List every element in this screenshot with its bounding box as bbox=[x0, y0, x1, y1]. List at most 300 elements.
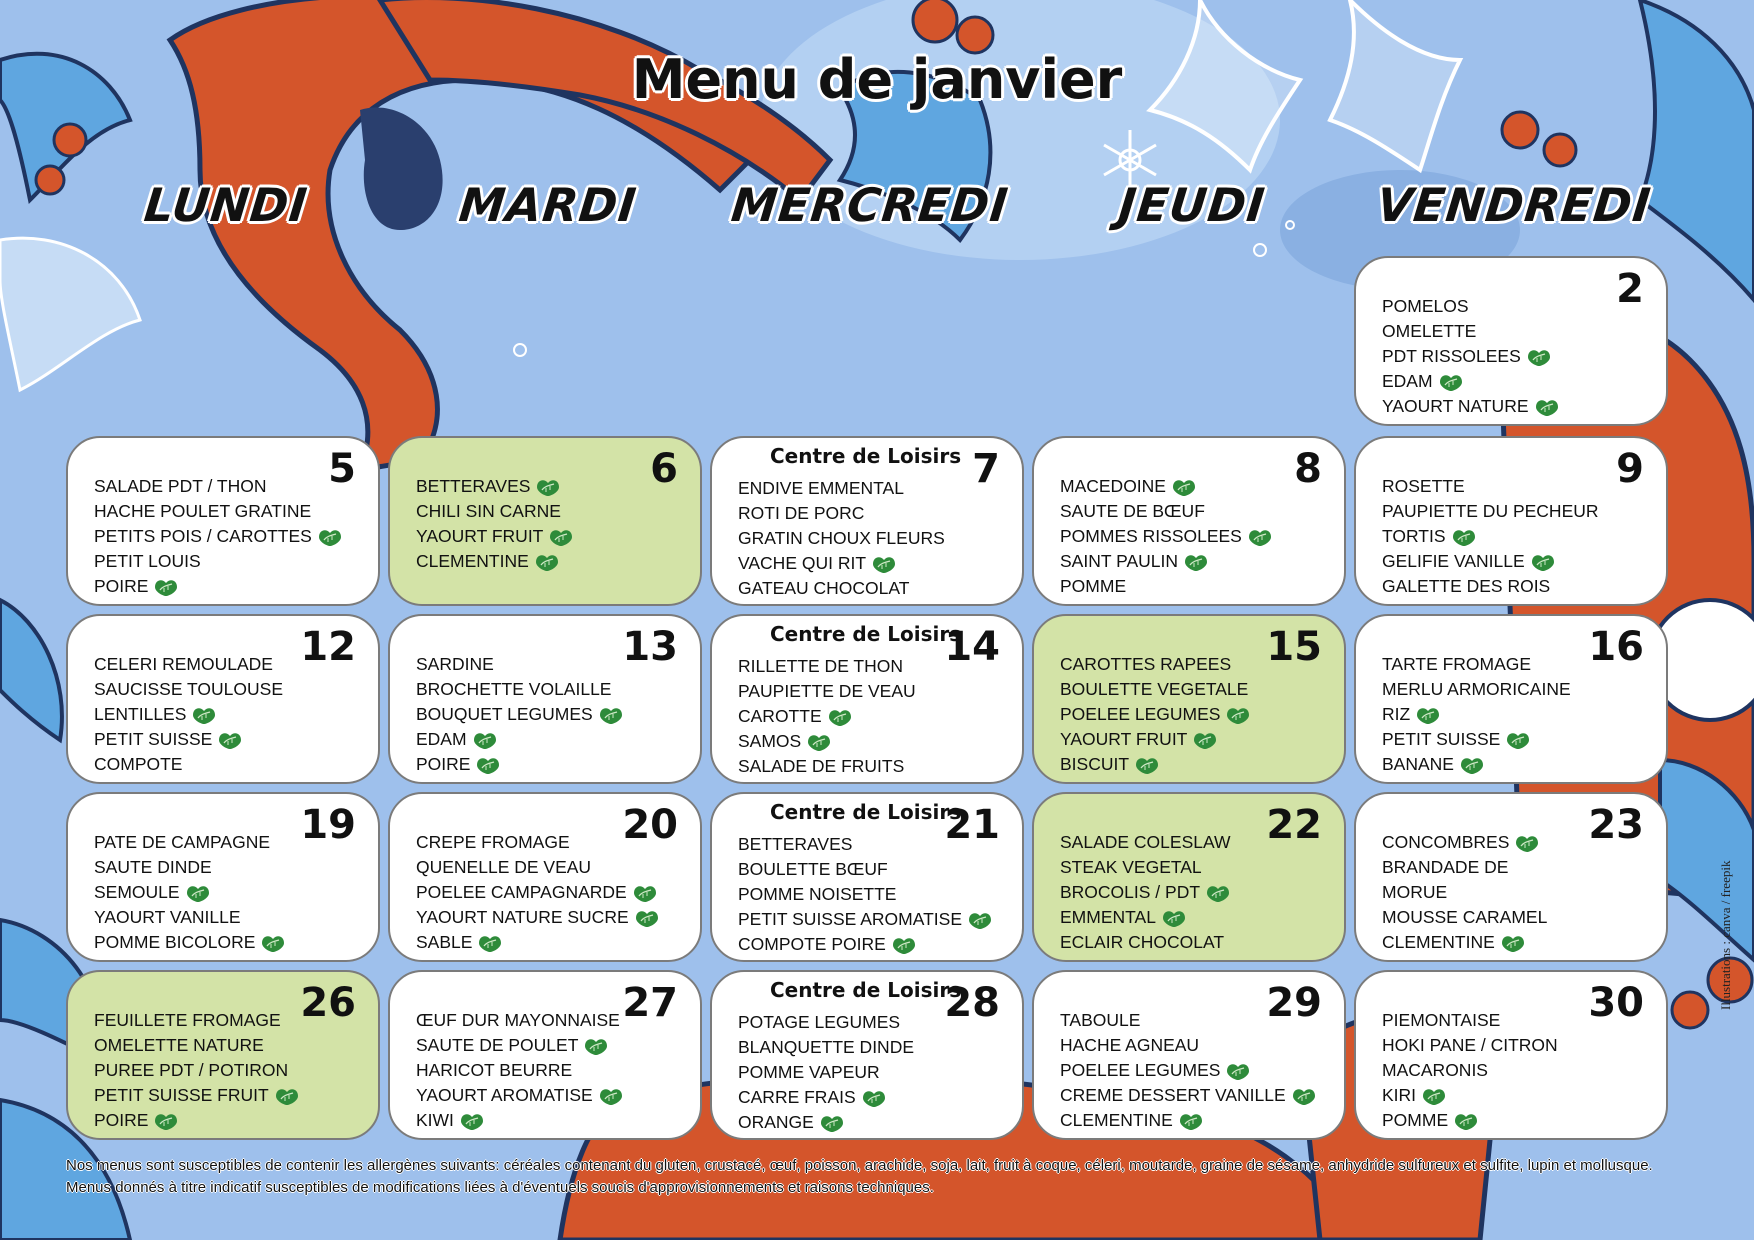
menu-item bbox=[94, 752, 283, 777]
menu-item bbox=[94, 474, 343, 499]
menu-item bbox=[1382, 344, 1560, 369]
day-number: 12 bbox=[300, 624, 356, 670]
menu-item bbox=[416, 727, 624, 752]
menu-item bbox=[1382, 574, 1599, 599]
menu-item-label: PDT RISSOLEES bbox=[1382, 346, 1521, 366]
menu-item-label: EMMENTAL bbox=[1060, 907, 1156, 927]
menu-item-label: PETIT LOUIS bbox=[94, 551, 201, 571]
menu-item bbox=[1382, 499, 1599, 524]
menu-item-label: POELEE LEGUMES bbox=[1060, 1060, 1221, 1080]
day-number: 26 bbox=[300, 980, 356, 1026]
organic-leaf-icon bbox=[1225, 705, 1251, 725]
menu-item-label: BETTERAVES bbox=[738, 834, 853, 854]
menu-item bbox=[1382, 830, 1547, 855]
menu-item-label: ENDIVE EMMENTAL bbox=[738, 478, 904, 498]
menu-item bbox=[94, 1083, 300, 1108]
centre-de-loisirs-label: Centre de Loisirs bbox=[770, 800, 962, 824]
menu-item bbox=[1060, 474, 1273, 499]
organic-leaf-icon bbox=[153, 577, 179, 597]
menu-item-label: BROCHETTE VOLAILLE bbox=[416, 679, 612, 699]
menu-item bbox=[94, 930, 286, 955]
menu-item bbox=[1060, 524, 1273, 549]
menu-item-label: PETIT SUISSE bbox=[1382, 729, 1501, 749]
menu-item-label: POELEE LEGUMES bbox=[1060, 704, 1221, 724]
centre-de-loisirs-label: Centre de Loisirs bbox=[770, 444, 962, 468]
day-number: 23 bbox=[1588, 802, 1644, 848]
day-cell-28 bbox=[710, 970, 1024, 1140]
menu-item bbox=[738, 476, 945, 501]
menu-item bbox=[1382, 294, 1560, 319]
organic-leaf-icon bbox=[1178, 1111, 1204, 1131]
organic-leaf-icon bbox=[217, 730, 243, 750]
menu-item-label: BETTERAVES bbox=[416, 476, 531, 496]
day-number: 29 bbox=[1266, 980, 1322, 1026]
menu-item-label: CAROTTES RAPEES bbox=[1060, 654, 1232, 674]
menu-item-label: HACHE AGNEAU bbox=[1060, 1035, 1200, 1055]
menu-item bbox=[416, 855, 660, 880]
menu-item-label: EDAM bbox=[1382, 371, 1433, 391]
day-number: 20 bbox=[622, 802, 678, 848]
day-number: 19 bbox=[300, 802, 356, 848]
day-cell-9 bbox=[1354, 436, 1668, 606]
menu-item-label: PETIT SUISSE AROMATISE bbox=[738, 909, 962, 929]
menu-item-label: RIZ bbox=[1382, 704, 1411, 724]
menu-item bbox=[94, 830, 286, 855]
menu-item bbox=[94, 524, 343, 549]
menu-item-label: PAUPIETTE DU PECHEUR bbox=[1382, 501, 1599, 521]
menu-item bbox=[1060, 499, 1273, 524]
menu-item bbox=[416, 474, 574, 499]
menu-item-label: CLEMENTINE bbox=[416, 551, 529, 571]
organic-leaf-icon bbox=[871, 554, 897, 574]
menu-item-list bbox=[1382, 474, 1599, 599]
menu-item bbox=[1060, 1108, 1317, 1133]
organic-leaf-icon bbox=[1161, 908, 1187, 928]
menu-item bbox=[416, 930, 660, 955]
menu-item-label: CAROTTE bbox=[738, 706, 822, 726]
menu-item-label: HARICOT BEURRE bbox=[416, 1060, 573, 1080]
menu-item-label: POELEE CAMPAGNARDE bbox=[416, 882, 627, 902]
day-cell-6 bbox=[388, 436, 702, 606]
menu-item bbox=[1060, 549, 1273, 574]
menu-item bbox=[416, 702, 624, 727]
menu-item bbox=[1382, 677, 1571, 702]
day-cell-8 bbox=[1032, 436, 1346, 606]
menu-item bbox=[1060, 752, 1251, 777]
menu-item bbox=[94, 499, 343, 524]
menu-item-label: YAOURT VANILLE bbox=[94, 907, 241, 927]
menu-item bbox=[738, 832, 993, 857]
day-cell-15 bbox=[1032, 614, 1346, 784]
menu-item bbox=[1060, 905, 1231, 930]
menu-item-label: BLANQUETTE DINDE bbox=[738, 1037, 914, 1057]
day-cell-23 bbox=[1354, 792, 1668, 962]
organic-leaf-icon bbox=[1183, 552, 1209, 572]
menu-item-label: SAUCISSE TOULOUSE bbox=[94, 679, 283, 699]
menu-item-label: POMME VAPEUR bbox=[738, 1062, 880, 1082]
menu-item bbox=[738, 754, 916, 779]
menu-item-list bbox=[416, 830, 660, 955]
menu-item-label: MOUSSE CARAMEL bbox=[1382, 907, 1548, 927]
menu-item bbox=[94, 1008, 300, 1033]
menu-item bbox=[416, 1033, 624, 1058]
organic-leaf-icon bbox=[1421, 1086, 1447, 1106]
organic-leaf-icon bbox=[583, 1036, 609, 1056]
menu-item bbox=[416, 549, 574, 574]
organic-leaf-icon bbox=[1500, 933, 1526, 953]
menu-item-label: BOULETTE BŒUF bbox=[738, 859, 888, 879]
menu-item-label: YAOURT FRUIT bbox=[416, 526, 544, 546]
menu-item bbox=[738, 679, 916, 704]
day-cell-20 bbox=[388, 792, 702, 962]
organic-leaf-icon bbox=[819, 1113, 845, 1133]
day-header-friday: VENDREDI bbox=[1374, 178, 1654, 232]
menu-item-label: ŒUF DUR MAYONNAISE bbox=[416, 1010, 620, 1030]
menu-item-label: PATE DE CAMPAGNE bbox=[94, 832, 270, 852]
menu-item-label: SALADE DE FRUITS bbox=[738, 756, 905, 776]
menu-item bbox=[1382, 855, 1547, 880]
menu-item-label: STEAK VEGETAL bbox=[1060, 857, 1202, 877]
menu-item-label: PETITS POIS / CAROTTES bbox=[94, 526, 312, 546]
menu-item-label: POTAGE LEGUMES bbox=[738, 1012, 901, 1032]
menu-item-list bbox=[1060, 652, 1251, 777]
menu-item-label: POMMES RISSOLEES bbox=[1060, 526, 1242, 546]
menu-item bbox=[738, 551, 945, 576]
menu-item bbox=[738, 1010, 914, 1035]
organic-leaf-icon bbox=[185, 883, 211, 903]
organic-leaf-icon bbox=[827, 707, 853, 727]
organic-leaf-icon bbox=[317, 527, 343, 547]
menu-item-label: SAUTE DINDE bbox=[94, 857, 212, 877]
day-cell-14 bbox=[710, 614, 1024, 784]
organic-leaf-icon bbox=[1505, 730, 1531, 750]
day-number: 8 bbox=[1294, 446, 1322, 492]
menu-item-label: QUENELLE DE VEAU bbox=[416, 857, 592, 877]
menu-item-label: POIRE bbox=[94, 576, 149, 596]
menu-item-label: CONCOMBRES bbox=[1382, 832, 1510, 852]
organic-leaf-icon bbox=[191, 705, 217, 725]
menu-item bbox=[416, 1108, 624, 1133]
menu-item bbox=[94, 1058, 300, 1083]
day-header-wednesday: MERCREDI bbox=[728, 178, 1012, 232]
menu-item-label: CHILI SIN CARNE bbox=[416, 501, 561, 521]
menu-item bbox=[416, 752, 624, 777]
menu-item bbox=[94, 855, 286, 880]
menu-item bbox=[94, 574, 343, 599]
day-cell-26 bbox=[66, 970, 380, 1140]
organic-leaf-icon bbox=[477, 933, 503, 953]
menu-item-label: GELIFIE VANILLE bbox=[1382, 551, 1525, 571]
menu-item-list bbox=[738, 832, 993, 957]
organic-leaf-icon bbox=[459, 1111, 485, 1131]
day-header-thursday: JEUDI bbox=[1116, 178, 1268, 232]
menu-item-label: VACHE QUI RIT bbox=[738, 553, 867, 573]
menu-item-label: TARTE FROMAGE bbox=[1382, 654, 1532, 674]
organic-leaf-icon bbox=[1438, 372, 1464, 392]
menu-item-label: GATEAU CHOCOLAT bbox=[738, 578, 910, 598]
menu-item bbox=[1060, 1033, 1317, 1058]
menu-item bbox=[1382, 524, 1599, 549]
menu-item bbox=[1060, 1058, 1317, 1083]
illustration-credit: Illustrations : canva / freepik bbox=[1718, 860, 1733, 1010]
menu-item bbox=[1060, 677, 1251, 702]
day-number: 27 bbox=[622, 980, 678, 1026]
menu-item bbox=[416, 677, 624, 702]
organic-leaf-icon bbox=[548, 527, 574, 547]
menu-item-label: KIWI bbox=[416, 1110, 454, 1130]
menu-item-label: COMPOTE bbox=[94, 754, 183, 774]
organic-leaf-icon bbox=[274, 1086, 300, 1106]
menu-item-label: MERLU ARMORICAINE bbox=[1382, 679, 1571, 699]
menu-item-label: SAINT PAULIN bbox=[1060, 551, 1178, 571]
menu-item-list bbox=[94, 474, 343, 599]
organic-leaf-icon bbox=[1459, 755, 1485, 775]
menu-item-label: SAUTE DE POULET bbox=[416, 1035, 579, 1055]
menu-item bbox=[94, 905, 286, 930]
menu-item-label: TABOULE bbox=[1060, 1010, 1141, 1030]
organic-leaf-icon bbox=[598, 1086, 624, 1106]
menu-item-label: KIRI bbox=[1382, 1085, 1417, 1105]
organic-leaf-icon bbox=[1225, 1061, 1251, 1081]
menu-item bbox=[1382, 549, 1599, 574]
menu-item-label: CLEMENTINE bbox=[1060, 1110, 1173, 1130]
day-cell-5 bbox=[66, 436, 380, 606]
menu-item-label: PUREE PDT / POTIRON bbox=[94, 1060, 289, 1080]
organic-leaf-icon bbox=[598, 705, 624, 725]
menu-item-label: YAOURT NATURE bbox=[1382, 396, 1529, 416]
menu-item-label: POMELOS bbox=[1382, 296, 1469, 316]
menu-item bbox=[738, 882, 993, 907]
menu-item-label: YAOURT AROMATISE bbox=[416, 1085, 593, 1105]
menu-item bbox=[1382, 752, 1571, 777]
menu-item bbox=[416, 830, 660, 855]
menu-item bbox=[1060, 574, 1273, 599]
menu-item-label: POIRE bbox=[416, 754, 471, 774]
menu-item-label: PIEMONTAISE bbox=[1382, 1010, 1501, 1030]
menu-item bbox=[738, 907, 993, 932]
menu-item bbox=[738, 654, 916, 679]
menu-item bbox=[1382, 702, 1571, 727]
day-cell-16 bbox=[1354, 614, 1668, 784]
menu-item-label: PETIT SUISSE FRUIT bbox=[94, 1085, 269, 1105]
menu-item bbox=[1060, 880, 1231, 905]
menu-item bbox=[416, 1058, 624, 1083]
menu-item-list bbox=[1060, 474, 1273, 599]
organic-leaf-icon bbox=[534, 552, 560, 572]
organic-leaf-icon bbox=[472, 730, 498, 750]
menu-item bbox=[416, 1008, 624, 1033]
menu-item-label: MACEDOINE bbox=[1060, 476, 1166, 496]
day-number: 16 bbox=[1588, 624, 1644, 670]
menu-item bbox=[1382, 1083, 1558, 1108]
organic-leaf-icon bbox=[475, 755, 501, 775]
menu-item-label: SARDINE bbox=[416, 654, 494, 674]
centre-de-loisirs-label: Centre de Loisirs bbox=[770, 978, 962, 1002]
menu-item bbox=[738, 526, 945, 551]
menu-item-label: BISCUIT bbox=[1060, 754, 1130, 774]
menu-item-list bbox=[1060, 830, 1231, 955]
day-header-monday: LUNDI bbox=[141, 178, 311, 232]
menu-item bbox=[1382, 474, 1599, 499]
menu-item bbox=[416, 524, 574, 549]
menu-item bbox=[416, 499, 574, 524]
menu-item bbox=[1060, 727, 1251, 752]
menu-item-label: PETIT SUISSE bbox=[94, 729, 213, 749]
day-number: 14 bbox=[944, 624, 1000, 670]
organic-leaf-icon bbox=[1530, 552, 1556, 572]
menu-item-list bbox=[1382, 294, 1560, 419]
menu-item-label: ROSETTE bbox=[1382, 476, 1465, 496]
menu-item bbox=[1382, 394, 1560, 419]
menu-item bbox=[1060, 1008, 1317, 1033]
menu-item bbox=[738, 501, 945, 526]
menu-item bbox=[1382, 1008, 1558, 1033]
organic-leaf-icon bbox=[1526, 347, 1552, 367]
menu-item bbox=[1060, 830, 1231, 855]
day-cell-7 bbox=[710, 436, 1024, 606]
organic-leaf-icon bbox=[634, 908, 660, 928]
menu-item-label: BROCOLIS / PDT bbox=[1060, 882, 1201, 902]
menu-item-label: POIRE bbox=[94, 1110, 149, 1130]
day-header-tuesday: MARDI bbox=[456, 178, 640, 232]
organic-leaf-icon bbox=[1291, 1086, 1317, 1106]
menu-item bbox=[738, 1060, 914, 1085]
menu-item bbox=[1382, 1058, 1558, 1083]
menu-item bbox=[1382, 1108, 1558, 1133]
centre-de-loisirs-label: Centre de Loisirs bbox=[770, 622, 962, 646]
day-cell-22 bbox=[1032, 792, 1346, 962]
menu-item bbox=[1060, 702, 1251, 727]
menu-item bbox=[94, 677, 283, 702]
menu-item-list bbox=[416, 652, 624, 777]
organic-leaf-icon bbox=[1451, 527, 1477, 547]
menu-item-label: SABLE bbox=[416, 932, 473, 952]
menu-item bbox=[1382, 880, 1547, 905]
organic-leaf-icon bbox=[1453, 1111, 1479, 1131]
day-number: 13 bbox=[622, 624, 678, 670]
menu-item-label: CELERI REMOULADE bbox=[94, 654, 273, 674]
organic-leaf-icon bbox=[967, 910, 993, 930]
menu-item bbox=[1382, 727, 1571, 752]
organic-leaf-icon bbox=[891, 935, 917, 955]
day-number: 30 bbox=[1588, 980, 1644, 1026]
day-cell-12 bbox=[66, 614, 380, 784]
organic-leaf-icon bbox=[260, 933, 286, 953]
menu-item-list bbox=[94, 830, 286, 955]
organic-leaf-icon bbox=[1134, 755, 1160, 775]
menu-item-label: PAUPIETTE DE VEAU bbox=[738, 681, 916, 701]
menu-item-label: EDAM bbox=[416, 729, 467, 749]
menu-item-label: ROTI DE PORC bbox=[738, 503, 865, 523]
day-cell-30 bbox=[1354, 970, 1668, 1140]
menu-item-label: BRANDADE DE bbox=[1382, 857, 1509, 877]
day-number: 15 bbox=[1266, 624, 1322, 670]
menu-item bbox=[94, 549, 343, 574]
organic-leaf-icon bbox=[1192, 730, 1218, 750]
organic-leaf-icon bbox=[1534, 397, 1560, 417]
day-number: 2 bbox=[1616, 266, 1644, 312]
allergen-notice: Nos menus sont susceptibles de contenir les allergènes suivants: céréales contenant du gluten, crustacé, œuf, poisson, arachide, soja, lait, fruit à coque, céleri, moutarde, graine de sésame, anhydride sulfureux et sulfite, lupin et mollusque. Menus donnés à titre indicatif susceptibles de modifications liées à d'éventuels soucis d'approvisionnements et raisons techniques. bbox=[66, 1157, 1653, 1196]
day-cell-27 bbox=[388, 970, 702, 1140]
menu-item-label: POMME BICOLORE bbox=[94, 932, 256, 952]
menu-item-label: CARRE FRAIS bbox=[738, 1087, 856, 1107]
menu-item-label: CLEMENTINE bbox=[1382, 932, 1495, 952]
menu-item bbox=[1382, 930, 1547, 955]
organic-leaf-icon bbox=[1514, 833, 1540, 853]
organic-leaf-icon bbox=[806, 732, 832, 752]
menu-item-label: SAMOS bbox=[738, 731, 802, 751]
menu-item-list bbox=[738, 476, 945, 601]
day-number: 9 bbox=[1616, 446, 1644, 492]
menu-item bbox=[1382, 319, 1560, 344]
menu-item-label: SALADE PDT / THON bbox=[94, 476, 267, 496]
menu-item-list bbox=[416, 1008, 624, 1133]
menu-item bbox=[738, 857, 993, 882]
menu-item-list bbox=[1060, 1008, 1317, 1133]
menu-item-label: GALETTE DES ROIS bbox=[1382, 576, 1551, 596]
menu-item-label: CREPE FROMAGE bbox=[416, 832, 570, 852]
menu-item-label: COMPOTE POIRE bbox=[738, 934, 886, 954]
day-number: 21 bbox=[944, 802, 1000, 848]
menu-item bbox=[94, 880, 286, 905]
menu-item bbox=[1382, 1033, 1558, 1058]
menu-item bbox=[1060, 930, 1231, 955]
menu-item bbox=[416, 880, 660, 905]
menu-item bbox=[94, 652, 283, 677]
menu-item bbox=[416, 1083, 624, 1108]
menu-item bbox=[738, 1035, 914, 1060]
menu-item-label: OMELETTE bbox=[1382, 321, 1477, 341]
menu-item bbox=[738, 932, 993, 957]
organic-leaf-icon bbox=[1415, 705, 1441, 725]
menu-item-label: FEUILLETE FROMAGE bbox=[94, 1010, 281, 1030]
organic-leaf-icon bbox=[861, 1088, 887, 1108]
menu-item bbox=[94, 1033, 300, 1058]
menu-item bbox=[94, 727, 283, 752]
menu-item bbox=[738, 576, 945, 601]
menu-item-label: SALADE COLESLAW bbox=[1060, 832, 1231, 852]
menu-item bbox=[738, 704, 916, 729]
day-cell-21 bbox=[710, 792, 1024, 962]
menu-item-label: HACHE POULET GRATINE bbox=[94, 501, 312, 521]
menu-item-list bbox=[1382, 830, 1547, 955]
menu-item-label: BANANE bbox=[1382, 754, 1454, 774]
menu-item-label: POMME NOISETTE bbox=[738, 884, 897, 904]
day-number: 6 bbox=[650, 446, 678, 492]
menu-item-label: BOUQUET LEGUMES bbox=[416, 704, 593, 724]
organic-leaf-icon bbox=[153, 1111, 179, 1131]
day-cell-2 bbox=[1354, 256, 1668, 426]
menu-item-label: SEMOULE bbox=[94, 882, 180, 902]
menu-item-label: LENTILLES bbox=[94, 704, 187, 724]
menu-item bbox=[416, 905, 660, 930]
menu-item-label: ORANGE bbox=[738, 1112, 814, 1132]
day-cell-29 bbox=[1032, 970, 1346, 1140]
organic-leaf-icon bbox=[535, 477, 561, 497]
organic-leaf-icon bbox=[1247, 527, 1273, 547]
menu-item-label: MORUE bbox=[1382, 882, 1448, 902]
menu-item-label: POMME bbox=[1060, 576, 1127, 596]
menu-item bbox=[1382, 905, 1547, 930]
menu-item bbox=[416, 652, 624, 677]
day-number: 7 bbox=[972, 446, 1000, 492]
menu-item bbox=[1060, 1083, 1317, 1108]
menu-item bbox=[738, 1110, 914, 1135]
menu-item-label: ECLAIR CHOCOLAT bbox=[1060, 932, 1225, 952]
page-title: Menu de janvier bbox=[631, 48, 1123, 111]
organic-leaf-icon bbox=[632, 883, 658, 903]
menu-item bbox=[738, 729, 916, 754]
